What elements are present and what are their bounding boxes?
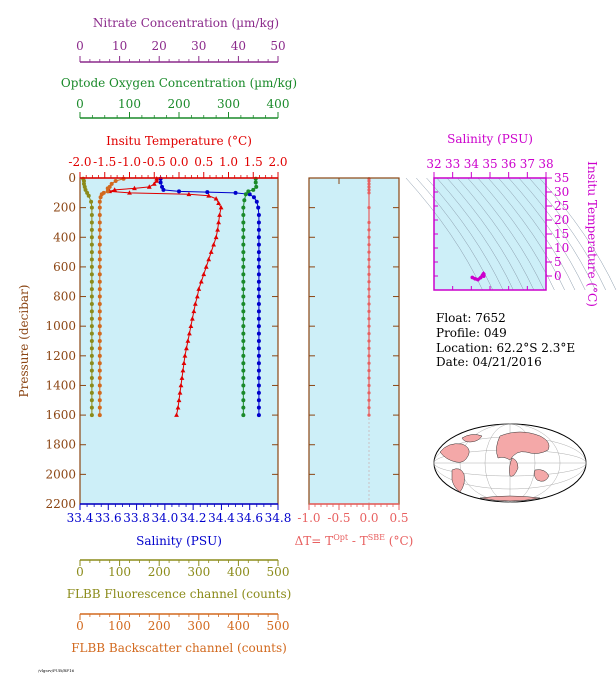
delta-t-tick-label: -0.5 [327,511,351,525]
ts-salinity-tick-label: 33 [445,157,461,171]
salinity-point [257,376,261,380]
salinity-point [257,332,261,336]
oxygen-point [241,398,245,402]
backscatter-point [98,339,102,343]
delta-t-point [367,185,370,188]
temperature-tick-label: -1.5 [93,155,117,169]
delta-t-point [367,391,370,394]
backscatter-point [98,317,102,321]
nitrate-tick-label: 40 [230,39,247,53]
salinity-point [257,309,261,313]
delta-t-point [367,310,370,313]
backscatter-point [98,406,102,410]
delta-t-point [367,376,370,379]
oxygen-point [254,185,258,189]
salinity-tick-label: 33.6 [94,511,122,525]
delta-t-tick-label: -1.0 [297,511,321,525]
delta-t-point [367,228,370,231]
oxygen-point [241,228,245,232]
temperature-tick-label: 1.0 [218,155,239,169]
salinity-tick-label: 34.2 [179,511,207,525]
ts-temperature-tick-label: 5 [554,255,562,269]
backscatter-point [106,189,110,193]
oxygen-point [241,346,245,350]
fluorescence-point [90,383,94,387]
backscatter-tick-label: 100 [108,619,132,633]
backscatter-point [98,324,102,328]
oxygen-point [241,272,245,276]
fluorescence-point [90,228,94,232]
pressure-axis-label: Pressure (decibar) [17,284,31,398]
fluorescence-point [90,369,94,373]
fluorescence-tick-label: 100 [108,565,132,579]
salinity-tick-label: 34.6 [236,511,264,525]
fluorescence-point [89,200,93,204]
fluorescence-point [90,258,94,262]
delta-t-tick-label: 0.0 [359,511,379,525]
salinity-point [161,188,165,192]
fluorescence-point [90,339,94,343]
salinity-point [159,180,163,184]
ts-temperature-tick-label: 20 [554,213,570,227]
ts-plot-background [434,178,546,290]
backscatter-point [98,200,102,204]
delta-t-point [367,206,370,209]
ts-temperature-tick-label: 35 [554,171,570,185]
pressure-tick-label: 200 [53,200,76,215]
salinity-point [257,272,261,276]
salinity-tick-label: 33.4 [66,511,94,525]
salinity-point [257,361,261,365]
backscatter-point [98,228,102,232]
pressure-tick-label: 800 [53,289,76,304]
ts-point [482,274,486,278]
backscatter-point [98,309,102,313]
delta-t-point [367,332,370,335]
backscatter-point [98,376,102,380]
pressure-tick-label: 1600 [45,408,76,423]
salinity-point [257,287,261,291]
salinity-point [257,280,261,284]
temperature-tick-label: 1.5 [243,155,263,169]
oxygen-point [241,250,245,254]
oxygen-point [241,376,245,380]
profile-id: Profile: 049 [436,326,507,340]
pressure-tick-label: 2000 [45,467,76,482]
backscatter-point [98,213,102,217]
pressure-tick-label: 600 [53,259,76,274]
oxygen-tick-label: 100 [118,97,141,111]
salinity-point [257,235,261,239]
temperature-tick-label: 2.0 [268,155,288,169]
oxygen-point [241,258,245,262]
pressure-tick-label: 1800 [45,437,76,452]
delta-t-point [367,288,370,291]
backscatter-point [99,195,103,199]
oxygen-point [241,302,245,306]
salinity-point [257,250,261,254]
pressure-tick-label: 1400 [45,378,76,393]
fluorescence-point [90,324,94,328]
salinity-point [252,195,256,199]
fluorescence-point [90,317,94,321]
fluorescence-point [90,272,94,276]
oxygen-axis-label: Optode Oxygen Concentration (µm/kg) [60,76,298,90]
salinity-point [205,190,209,194]
backscatter-point [98,346,102,350]
pressure-tick-label: 0 [68,171,76,185]
footer-text: /vlgsrv/PUB/RF16 [38,668,75,673]
delta-t-point [367,258,370,261]
backscatter-tick-label: 500 [266,619,290,633]
ts-salinity-tick-label: 32 [426,157,442,171]
oxygen-point [241,309,245,313]
salinity-point [257,383,261,387]
delta-t-point [367,317,370,320]
backscatter-point [98,413,102,417]
fluorescence-point [90,354,94,358]
fluorescence-point [90,361,94,365]
oxygen-point [254,180,258,184]
backscatter-tick-label: 300 [187,619,211,633]
date: Date: 04/21/2016 [436,355,542,369]
backscatter-point [98,280,102,284]
ts-salinity-tick-label: 35 [482,157,498,171]
oxygen-tick-label: 300 [217,97,240,111]
delta-t-point [367,243,370,246]
salinity-point [255,200,259,204]
salinity-point [257,220,261,224]
salinity-point [177,189,181,193]
pressure-tick-label: 1000 [45,319,76,334]
ts-temperature-tick-label: 30 [554,185,570,199]
salinity-point [257,228,261,232]
backscatter-point [98,258,102,262]
oxygen-point [241,295,245,299]
backscatter-point [98,398,102,402]
salinity-point [257,406,261,410]
delta-t-point [367,250,370,253]
backscatter-tick-label: 200 [147,619,171,633]
backscatter-point [98,302,102,306]
backscatter-point [98,391,102,395]
fluorescence-point [90,265,94,269]
nitrate-tick-label: 20 [151,39,167,53]
oxygen-tick-label: 200 [167,97,191,111]
fluorescence-point [90,398,94,402]
delta-t-point [367,295,370,298]
salinity-point [257,391,261,395]
nitrate-tick-label: 0 [76,39,84,53]
delta-t-point [367,188,370,191]
pressure-tick-label: 400 [53,230,76,245]
backscatter-point [98,361,102,365]
salinity-point [257,243,261,247]
fluorescence-tick-label: 400 [226,565,250,579]
backscatter-point [98,220,102,224]
salinity-point [257,324,261,328]
backscatter-point [98,295,102,299]
oxygen-point [241,280,245,284]
backscatter-point [98,383,102,387]
fluorescence-point [90,295,94,299]
salinity-point [257,213,261,217]
oxygen-point [241,265,245,269]
delta-t-point [367,339,370,342]
ts-salinity-tick-label: 34 [463,157,479,171]
location: Location: 62.2°S 2.3°E [436,341,576,355]
fluorescence-point [90,287,94,291]
delta-t-point [367,265,370,268]
float-id: Float: 7652 [436,311,506,325]
temperature-tick-label: -1.0 [117,155,142,169]
backscatter-point [98,287,102,291]
fluorescence-point [90,413,94,417]
salinity-point [256,206,260,210]
nitrate-tick-label: 30 [191,39,207,53]
delta-t-point [367,399,370,402]
fluorescence-point [87,194,91,198]
delta-t-point [367,362,370,365]
delta-t-point [367,280,370,283]
backscatter-point [98,354,102,358]
salinity-point [257,413,261,417]
fluorescence-point [90,235,94,239]
delta-t-point [367,191,370,194]
ts-temperature-label: Insitu Temperature (°C) [585,161,599,307]
oxygen-point [241,206,245,210]
delta-t-point [367,182,370,185]
pressure-tick-label: 1200 [45,348,76,363]
backscatter-tick-label: 400 [226,619,250,633]
oxygen-point [241,243,245,247]
fluorescence-tick-label: 300 [187,565,211,579]
oxygen-point [241,287,245,291]
delta-t-point [367,354,370,357]
ts-salinity-tick-label: 38 [538,157,554,171]
oxygen-point [241,383,245,387]
oxygen-point [241,339,245,343]
temperature-tick-label: 0.0 [169,155,189,169]
oxygen-point [241,324,245,328]
oxygen-point [251,188,255,192]
delta-t-point [367,406,370,409]
salinity-point [257,346,261,350]
delta-t-point [367,347,370,350]
backscatter-point [98,206,102,210]
fluorescence-point [90,250,94,254]
temperature-tick-label: 0.5 [194,155,214,169]
backscatter-point [114,179,118,183]
oxygen-point [241,220,245,224]
oxygen-point [241,369,245,373]
pressure-tick-label: 2200 [45,497,76,511]
salinity-point [257,339,261,343]
oxygen-point [244,192,248,196]
delta-t-point [367,413,370,416]
fluorescence-tick-label: 500 [266,565,290,579]
backscatter-point [98,243,102,247]
delta-t-plot-background [309,178,399,504]
fluorescence-point [90,302,94,306]
delta-t-point [367,302,370,305]
temperature-tick-label: -2.0 [68,155,92,169]
oxygen-point [241,391,245,395]
oxygen-point [241,361,245,365]
nitrate-tick-label: 50 [270,39,286,53]
delta-t-point [367,384,370,387]
salinity-point [257,398,261,402]
ts-temperature-tick-label: 25 [554,199,570,213]
salinity-point [257,302,261,306]
ts-salinity-label: Salinity (PSU) [447,132,533,146]
backscatter-tick-label: 0 [76,619,84,633]
delta-t-axis-label: $\Delta T= T^{Opt} - T^{SBE}$ (°C) [294,533,414,548]
salinity-tick-label: 34.8 [264,511,292,525]
backscatter-point [98,250,102,254]
oxygen-point [241,317,245,321]
backscatter-point [98,265,102,269]
oxygen-point [241,406,245,410]
backscatter-point [98,272,102,276]
fluorescence-tick-label: 0 [76,565,84,579]
ts-salinity-tick-label: 36 [501,157,517,171]
salinity-tick-label: 33.8 [123,511,150,525]
oxygen-tick-label: 400 [266,97,290,111]
salinity-tick-label: 34.4 [208,511,235,525]
main-plot-background [80,178,278,504]
fluorescence-point [90,220,94,224]
fluorescence-point [90,280,94,284]
delta-t-point [367,179,370,182]
oxygen-point [241,213,245,217]
oxygen-point [241,354,245,358]
salinity-point [257,295,261,299]
fluorescence-point [90,206,94,210]
oxygen-point [241,235,245,239]
salinity-point [257,317,261,321]
fluorescence-point [90,243,94,247]
oxygen-point [242,198,246,202]
delta-t-point [367,273,370,276]
salinity-axis-label: Salinity (PSU) [136,534,222,548]
ts-temperature-tick-label: 15 [554,227,570,241]
fluorescence-point [90,391,94,395]
delta-t-point [367,369,370,372]
backscatter-point [98,369,102,373]
backscatter-point [98,235,102,239]
ts-salinity-tick-label: 37 [519,157,535,171]
salinity-point [257,354,261,358]
backscatter-point [98,332,102,336]
salinity-tick-label: 34.0 [151,511,179,525]
ts-temperature-tick-label: 10 [554,241,570,255]
fluorescence-point [90,332,94,336]
salinity-point [257,369,261,373]
fluorescence-axis-label: FLBB Fluorescence channel (counts) [66,587,292,601]
salinity-point [257,258,261,262]
delta-t-point [367,236,370,239]
temperature-axis-label: Insitu Temperature (°C) [106,134,252,148]
oxygen-point [241,413,245,417]
temperature-tick-label: -0.5 [142,155,166,169]
oxygen-tick-label: 0 [76,97,84,111]
delta-t-point [367,325,370,328]
fluorescence-point [90,376,94,380]
nitrate-tick-label: 10 [111,39,128,53]
fluorescence-point [90,213,94,217]
fluorescence-point [90,406,94,410]
nitrate-axis-label: Nitrate Concentration (µm/kg) [92,16,280,30]
salinity-point [257,265,261,269]
oxygen-point [241,332,245,336]
fluorescence-tick-label: 200 [147,565,171,579]
ts-temperature-tick-label: 0 [554,269,562,283]
backscatter-axis-label: FLBB Backscatter channel (counts) [71,641,287,655]
salinity-point [234,191,238,195]
delta-t-point [367,221,370,224]
fluorescence-point [90,309,94,313]
fluorescence-point [90,346,94,350]
globe-map [434,424,586,502]
delta-t-tick-label: 0.5 [389,511,409,525]
